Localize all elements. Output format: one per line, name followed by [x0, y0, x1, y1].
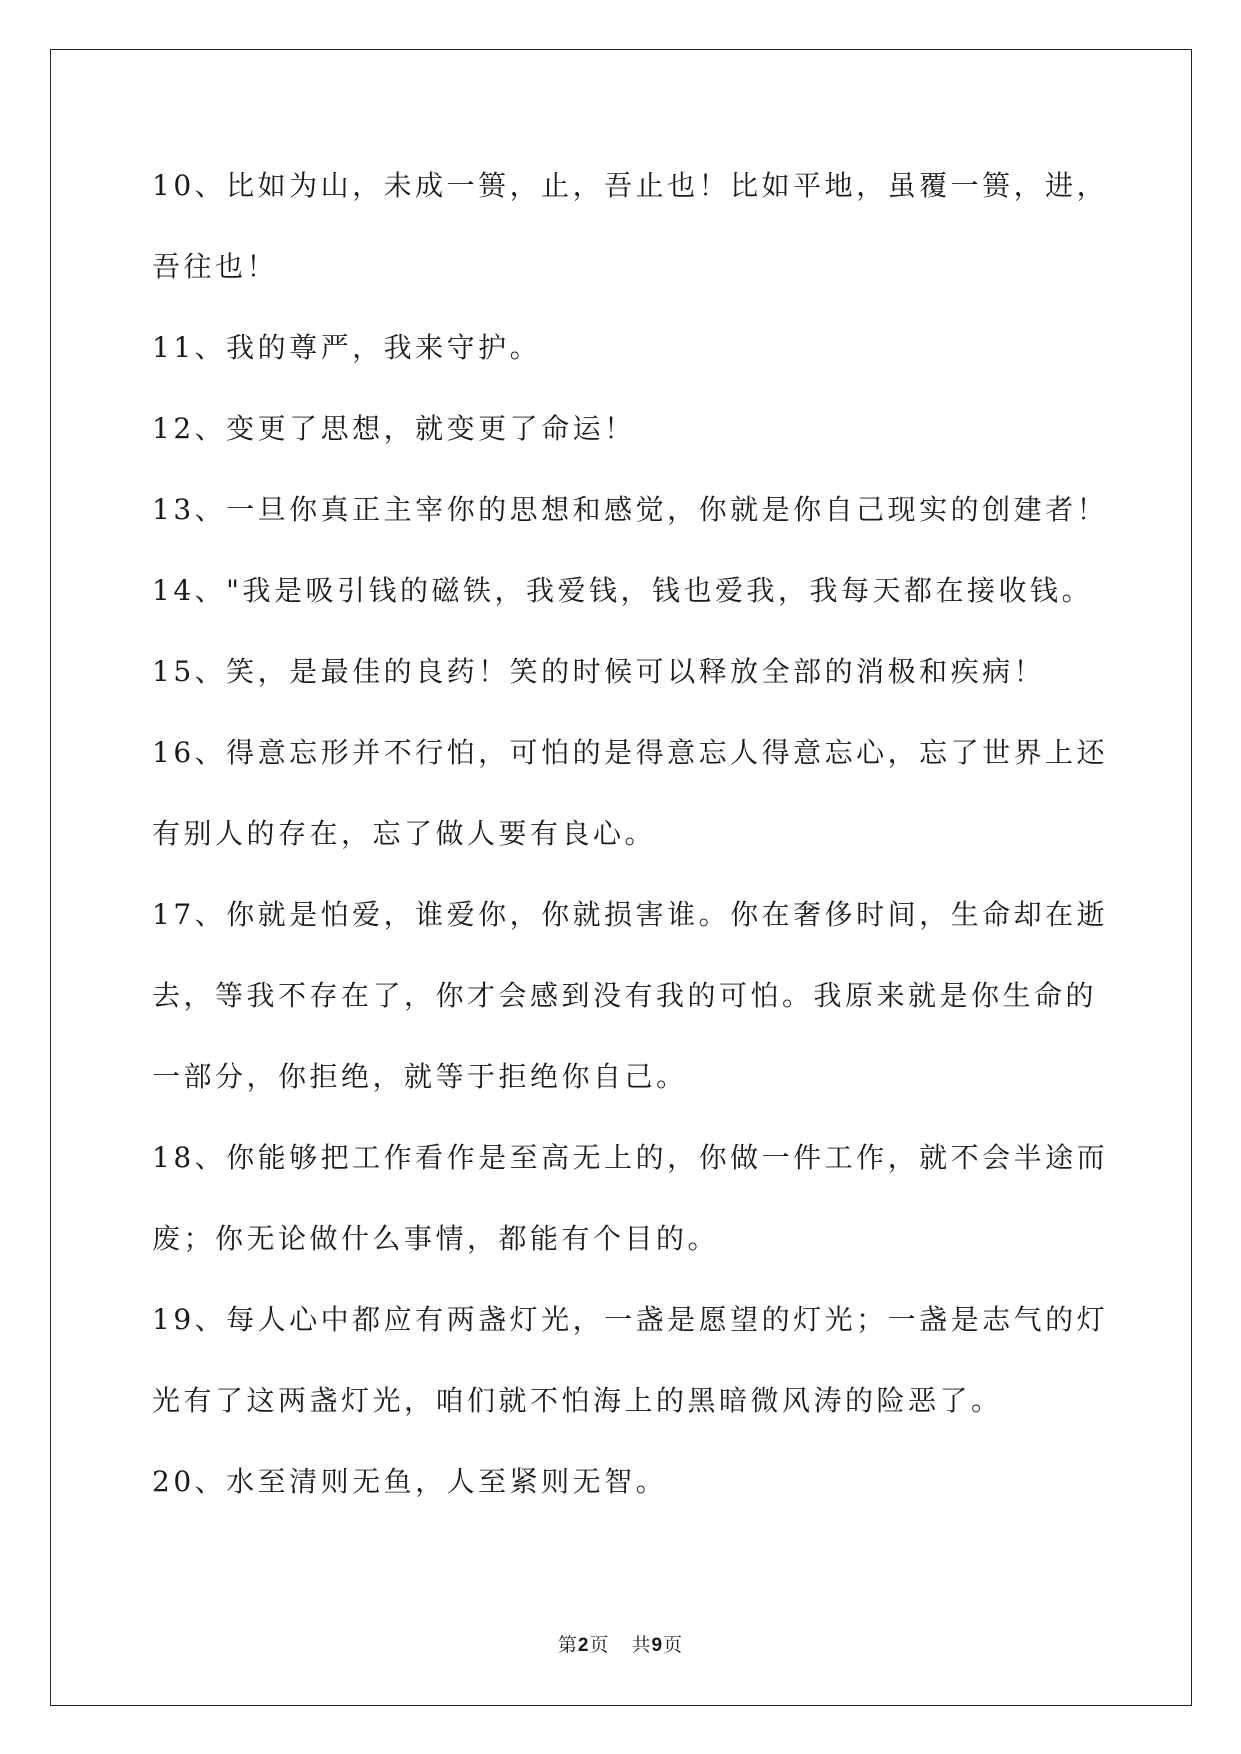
text-line: 13、一旦你真正主宰你的思想和感觉，你就是你自己现实的创建者！	[152, 493, 1109, 526]
text-line: 有别人的存在，忘了做人要有良心。	[152, 817, 657, 850]
text-line: 19、每人心中都应有两盏灯光，一盏是愿望的灯光；一盏是志气的灯	[152, 1303, 1109, 1336]
text-line: 12、变更了思想，就变更了命运！	[152, 412, 636, 445]
total-page-number: 9	[651, 1635, 664, 1656]
text-line: 10、比如为山，未成一篑，止，吾止也！比如平地，虽覆一篑，进，	[152, 169, 1109, 202]
text-line: 吾往也！	[152, 250, 279, 283]
text-line: 废；你无论做什么事情，都能有个目的。	[152, 1222, 720, 1255]
document-body	[152, 166, 1109, 1543]
text-line: 20、水至清则无鱼，人至紧则无智。	[152, 1465, 668, 1498]
page-prefix: 第	[557, 1634, 578, 1656]
page-suffix: 页	[589, 1634, 610, 1656]
text-line: 去，等我不存在了，你才会感到没有我的可怕。我原来就是你生命的	[152, 979, 1098, 1012]
text-line: 15、笑，是最佳的良药！笑的时候可以释放全部的消极和疾病！	[152, 655, 1046, 688]
text-line: 14、"我是吸引钱的磁铁，我爱钱，钱也爱我，我每天都在接收钱。	[152, 574, 1094, 607]
page-footer	[0, 1630, 1241, 1657]
text-line: 16、得意忘形并不行怕，可怕的是得意忘人得意忘心，忘了世界上还	[152, 736, 1109, 769]
text-line: 18、你能够把工作看作是至高无上的，你做一件工作，就不会半途而	[152, 1141, 1109, 1174]
text-line: 11、我的尊严，我来守护。	[152, 331, 542, 364]
text-line: 一部分，你拒绝，就等于拒绝你自己。	[152, 1060, 688, 1093]
total-prefix: 共	[631, 1634, 652, 1656]
current-page-number: 2	[577, 1635, 590, 1656]
total-suffix: 页	[663, 1634, 684, 1656]
text-line: 17、你就是怕爱，谁爱你，你就损害谁。你在奢侈时间，生命却在逝	[152, 898, 1109, 931]
text-line: 光有了这两盏灯光，咱们就不怕海上的黑暗微风涛的险恶了。	[152, 1384, 1003, 1417]
